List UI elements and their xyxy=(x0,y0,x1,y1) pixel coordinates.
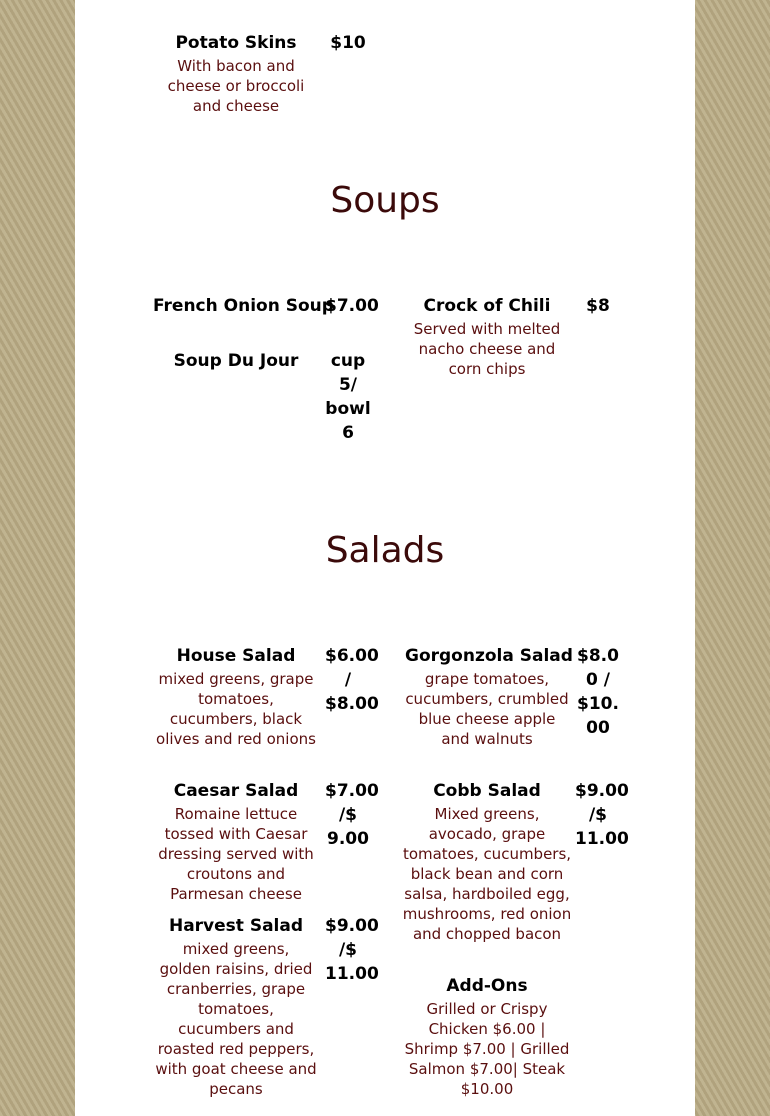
cobb-salad-price: $9.00 /$ 11.00 xyxy=(575,781,629,849)
gorgonzola-salad-price: $8.00 / $10.00 xyxy=(577,646,619,738)
french-onion-name: French Onion Soup xyxy=(153,296,334,316)
cobb-salad-desc: Mixed greens, avocado, grape tomatoes, cucumbers, black bean and corn salsa, hardboiled egg, mushrooms, red onion and chopped bacon xyxy=(402,805,572,943)
french-onion-price: $7.00 xyxy=(325,296,379,316)
harvest-salad-name: Harvest Salad xyxy=(168,916,304,936)
caesar-salad-name: Caesar Salad xyxy=(173,781,299,801)
house-salad-name: House Salad xyxy=(176,646,296,666)
menu-page xyxy=(75,0,695,1116)
harvest-salad-desc: mixed greens, golden raisins, dried cranberries, grape tomatoes, cucumbers and roasted red peppers, with goat cheese and pecans xyxy=(155,940,317,1098)
add-ons-name: Add-Ons xyxy=(446,976,528,996)
soup-du-jour-price: cup 5/ bowl 6 xyxy=(325,351,371,443)
add-ons-desc: Grilled or Crispy Chicken $6.00 | Shrimp $7.00 | Grilled Salmon $7.00| Steak $10.00 xyxy=(404,1000,570,1098)
soup-du-jour-name: Soup Du Jour xyxy=(173,351,299,371)
harvest-salad-price: $9.00 /$ 11.00 xyxy=(325,916,379,984)
gorgonzola-salad-name: Gorgonzola Salad xyxy=(405,646,573,666)
potato-skins-name: Potato Skins xyxy=(175,33,297,53)
chili-name: Crock of Chili xyxy=(423,296,551,316)
chili-price: $8 xyxy=(586,296,610,316)
house-salad-desc: mixed greens, grape tomatoes, cucumbers, black olives and red onions xyxy=(156,670,316,748)
caesar-salad-price: $7.00 /$ 9.00 xyxy=(325,781,379,849)
caesar-salad-desc: Romaine lettuce tossed with Caesar dressing served with croutons and Parmesan cheese xyxy=(158,805,314,903)
chili-desc: Served with melted nacho cheese and corn chips xyxy=(413,320,561,378)
gorgonzola-salad-desc: grape tomatoes, cucumbers, crumbled blue cheese apple and walnuts xyxy=(405,670,569,748)
potato-skins-price: $10 xyxy=(330,33,366,53)
soups-heading: Soups xyxy=(330,180,440,221)
salads-heading: Salads xyxy=(325,530,445,571)
cobb-salad-name: Cobb Salad xyxy=(433,781,541,801)
house-salad-price: $6.00 / $8.00 xyxy=(325,646,379,714)
potato-skins-desc: With bacon and cheese or broccoli and cheese xyxy=(167,57,305,115)
